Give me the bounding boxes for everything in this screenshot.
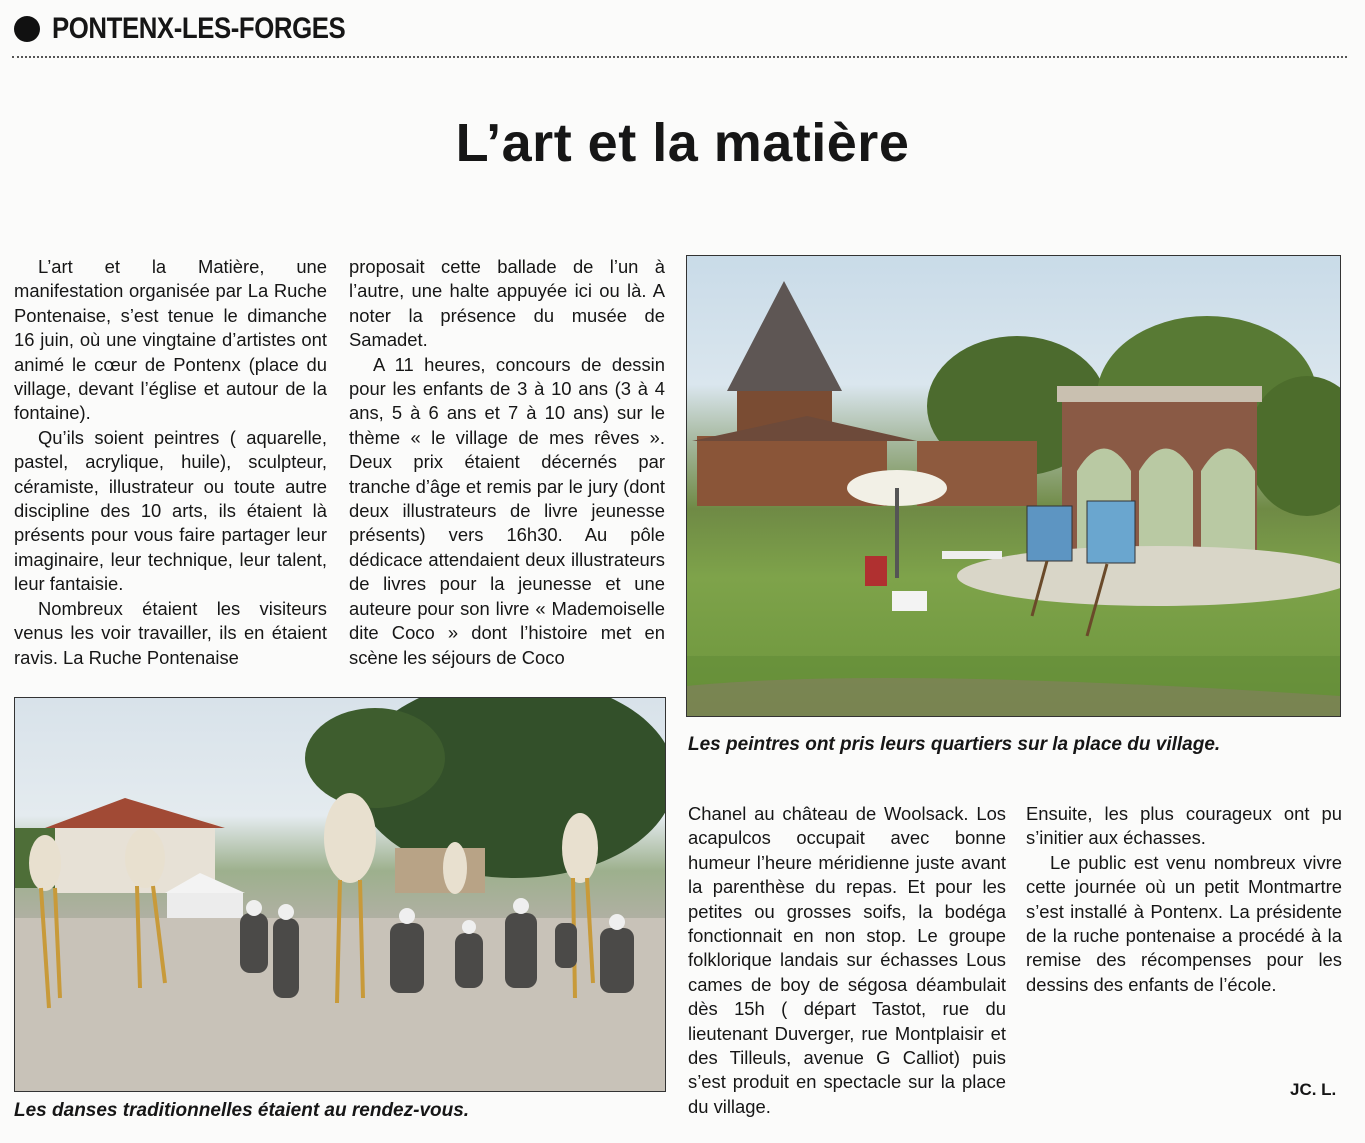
stilt-dancers-illustration — [15, 698, 665, 1091]
paragraph: L’art et la Matière, une manifestation organisée par La Ruche Pontenaise, s’est tenue le dimanche 16 juin, où une vingtaine d’artistes ont animé le cœur de Pontenx (place du village, devant l’église et autour de la fontaine). — [14, 256, 327, 424]
paragraph: Chanel au château de Woolsack. Los acapulcos occupait avec bonne humeur l’heure méridienne juste avant la parenthèse du repas. Et pour les petites ou grosses soifs, la bodéga fonctionnait en non stop. Le groupe folklorique landais sur échasses Lous cames de boy de ségosa déambulait dès 15h ( départ Tastot, rue du lieutenant Duverger, rue Montplaisir et des Tilleuls, avenue G Calliot) puis s’est produit en spectacle sur la place du village. — [688, 803, 1006, 1117]
paragraph: proposait cette ballade de l’un à l’autre, une halte appuyée ici ou là. A noter la présence du musée de Samadet. — [349, 256, 665, 351]
paragraph: Le public est venu nombreux vivre cette journée où un petit Montmartre s’est installé à Pontenx. La présidente de la ruche pontenaise a procédé à la remise des récompenses pour les dessins des enfants de l’école. — [1026, 851, 1342, 995]
paragraph: Qu’ils soient peintres ( aquarelle, pastel, acrylique, huile), sculpteur, céramiste, illustrateur ou toute autre discipline des 10 arts, ils étaient là présents pour vous faire partager leur imaginaire, leur technique, leur talent, leur fantaisie. — [14, 426, 327, 595]
paragraph: Ensuite, les plus courageux ont pu s’initier aux échasses. — [1026, 803, 1342, 849]
section-kicker — [14, 12, 393, 46]
paragraph: A 11 heures, concours de dessin pour les enfants de 3 à 10 ans (3 à 4 ans, 5 à 6 ans et 7 à 10 ans) sur le thème « le village de mes rêves ». Deux prix étaient décernés par tranche d’âge et remis par le jury (dont deux illustrateurs de livre jeunesse présents) vers 16h30. Au pôle dédicace attendaient deux illustrateurs de livres pour la jeunesse et une auteure pour son livre « Mademoiselle dite Coco » dont l’histoire met en scène les séjours de Coco — [349, 353, 665, 668]
bullet-icon — [14, 16, 40, 42]
article-column-4 — [1026, 802, 1342, 997]
photo-caption: Les peintres ont pris leurs quartiers sur la place du village. — [688, 734, 1221, 755]
article-column-2 — [349, 255, 665, 670]
article-column-3 — [688, 802, 1006, 1119]
paragraph: Nombreux étaient les visiteurs venus les voir travailler, ils en étaient ravis. La Ruche Pontenaise — [14, 597, 327, 668]
photo-stilt-dancers — [14, 697, 666, 1092]
headline: L’art et la matière — [455, 113, 910, 173]
article-column-1 — [14, 255, 327, 670]
header-divider — [12, 56, 1347, 58]
section-label: PONTENX-LES-FORGES — [52, 12, 346, 45]
painters-scene-illustration — [687, 256, 1340, 716]
author-signature: JC. L. — [1290, 1080, 1337, 1099]
photo-caption: Les danses traditionnelles étaient au rendez-vous. — [14, 1100, 470, 1121]
photo-painters-village-square — [686, 255, 1341, 717]
